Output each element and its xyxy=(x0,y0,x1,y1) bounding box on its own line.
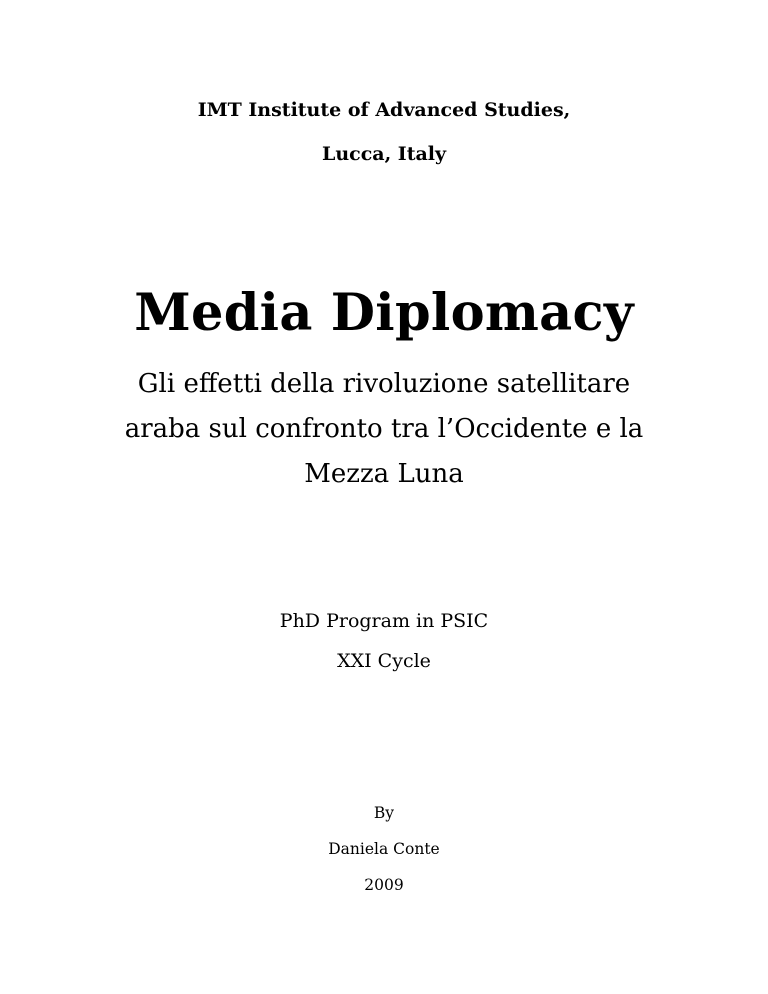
institution-name: IMT Institute of Advanced Studies, xyxy=(197,99,571,121)
program-name: PhD Program in PSIC xyxy=(279,610,489,632)
by-label: By xyxy=(373,804,395,822)
document-title: Media Diplomacy xyxy=(134,283,634,343)
author-name: Daniela Conte xyxy=(328,840,440,858)
subtitle-line: araba sul confronto tra l’Occidente e la xyxy=(124,414,644,444)
program-cycle: XXI Cycle xyxy=(337,650,431,672)
document-subtitle xyxy=(0,362,768,497)
subtitle-line: Mezza Luna xyxy=(304,459,464,489)
subtitle-line: Gli effetti della rivoluzione satellitare xyxy=(137,369,631,399)
institution-location: Lucca, Italy xyxy=(321,143,447,165)
publication-year: 2009 xyxy=(364,876,404,894)
